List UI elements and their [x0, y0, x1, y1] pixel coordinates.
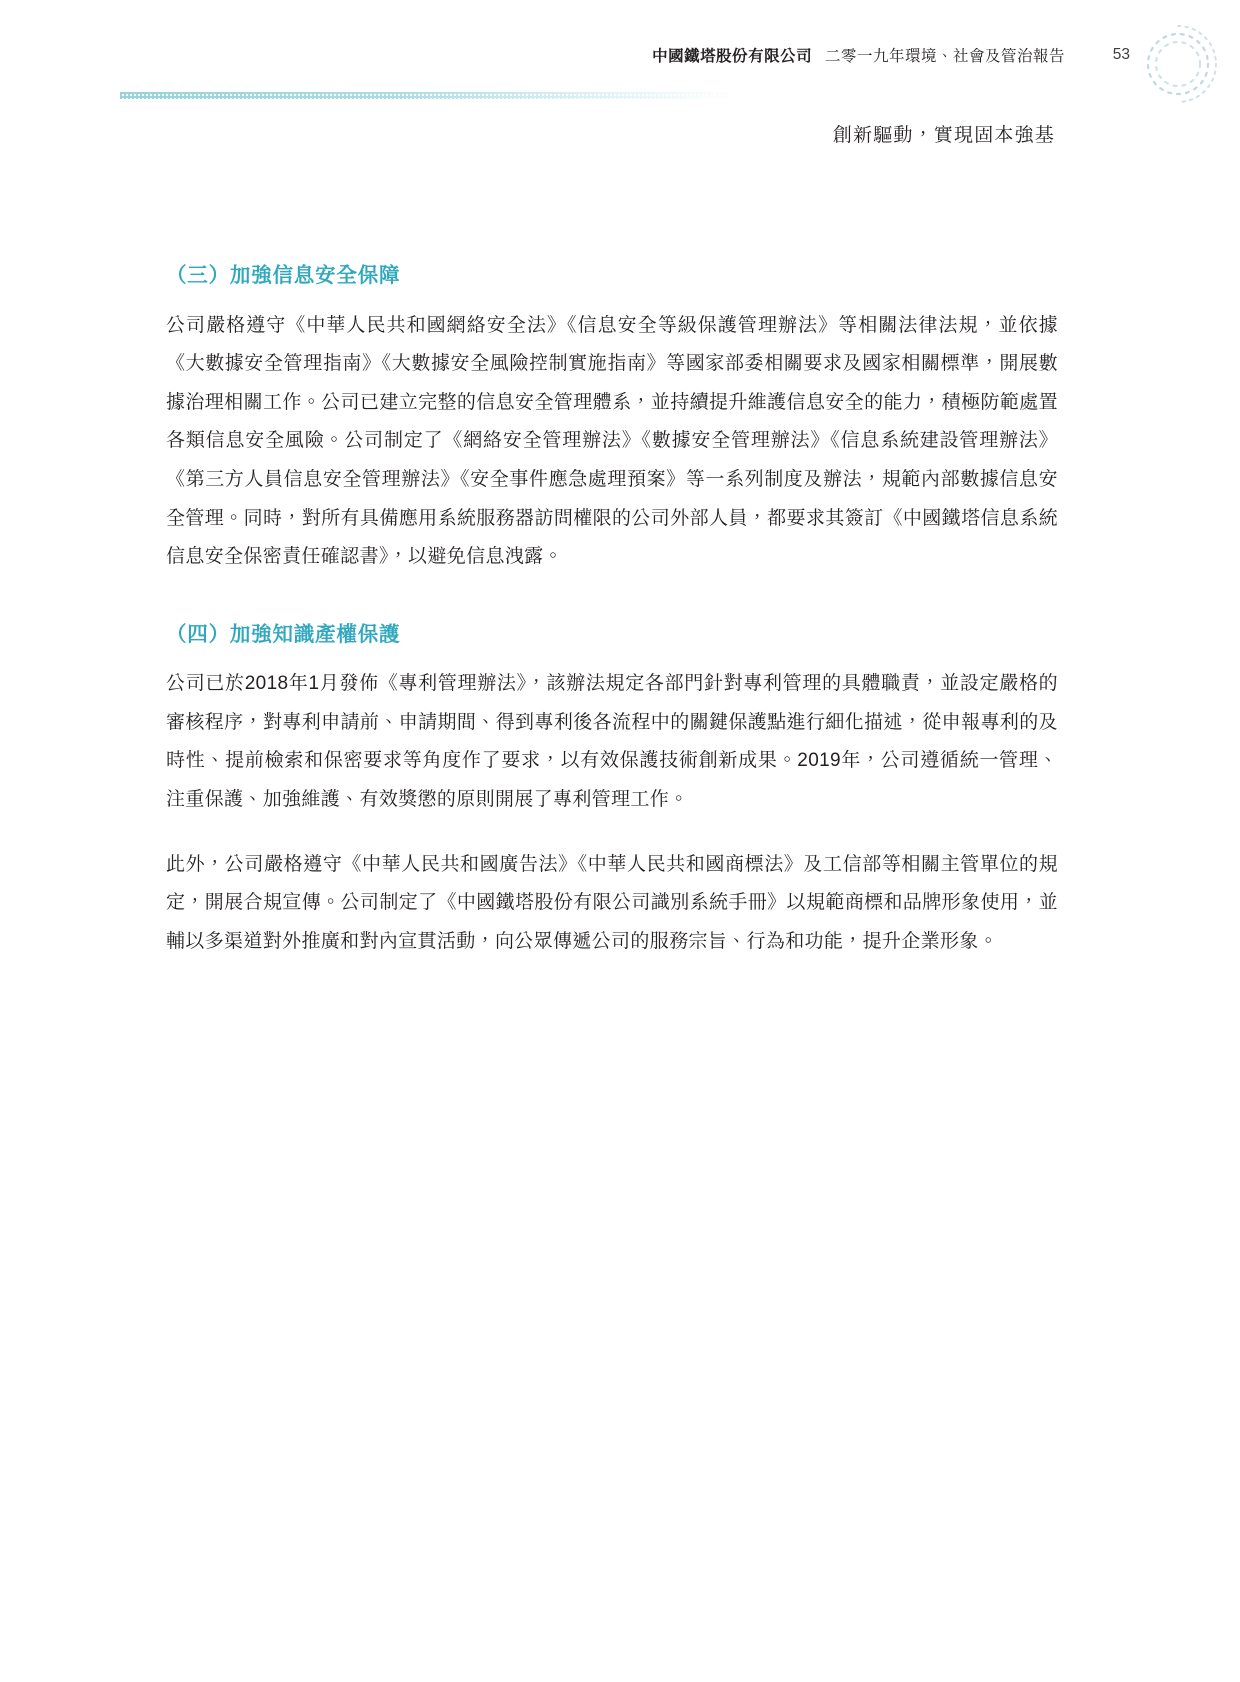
page-header	[0, 44, 1240, 84]
page-content	[166, 262, 1058, 961]
paragraph: 此外，公司嚴格遵守《中華人民共和國廣告法》《中華人民共和國商標法》及工信部等相關主管單位的規定，開展合規宣傳。公司制定了《中國鐵塔股份有限公司識別系統手冊》以規範商標和品牌形象使用，並輔以多渠道對外推廣和對內宣貫活動，向公眾傳遞公司的服務宗旨、行為和功能，提升企業形象。	[166, 853, 1058, 952]
paragraph: 公司已於2018年1月發佈《專利管理辦法》，該辦法規定各部門針對專利管理的具體職責，並設定嚴格的審核程序，對專利申請前、申請期間、得到專利後各流程中的關鍵保護點進行細化描述，從申報專利的及時性、提前檢索和保密要求等角度作了要求，以有效保護技術創新成果。2019年，公司遵循統一管理、注重保護、加強維護、有效獎懲的原則開展了專利管理工作。	[166, 673, 1058, 810]
section-heading: （三）加強信息安全保障	[166, 264, 401, 287]
header-divider	[120, 92, 735, 99]
header-title	[652, 44, 1065, 66]
section-intellectual-property	[166, 621, 1058, 962]
header-report-title: 二零一九年環境、社會及管治報告	[824, 48, 1065, 65]
page-number: 53	[1112, 46, 1130, 63]
section-information-security	[166, 262, 1058, 577]
section-heading: （四）加強知識產權保護	[166, 622, 401, 646]
paragraph: 公司嚴格遵守《中華人民共和國網絡安全法》《信息安全等級保護管理辦法》等相關法律法規，並依據《大數據安全管理指南》《大數據安全風險控制實施指南》等國家部委相關要求及國家相關標準，開展數據治理相關工作。公司已建立完整的信息安全管理體系，並持續提升維護信息安全的能力，積極防範處置各類信息安全風險。公司制定了《網絡安全管理辦法》《數據安全管理辦法》《信息系統建設管理辦法》《第三方人員信息安全管理辦法》《安全事件應急處理預案》等一系列制度及辦法，規範內部數據信息安全管理。同時，對所有具備應用系統服務器訪問權限的公司外部人員，都要求其簽訂《中國鐵塔信息系統信息安全保密責任確認書》，以避免信息洩露。	[166, 314, 1058, 568]
dotted-circle-decoration	[1138, 16, 1234, 112]
header-company-name: 中國鐵塔股份有限公司	[652, 48, 813, 65]
section-running-title: 創新驅動，實現固本強基	[832, 125, 1055, 146]
